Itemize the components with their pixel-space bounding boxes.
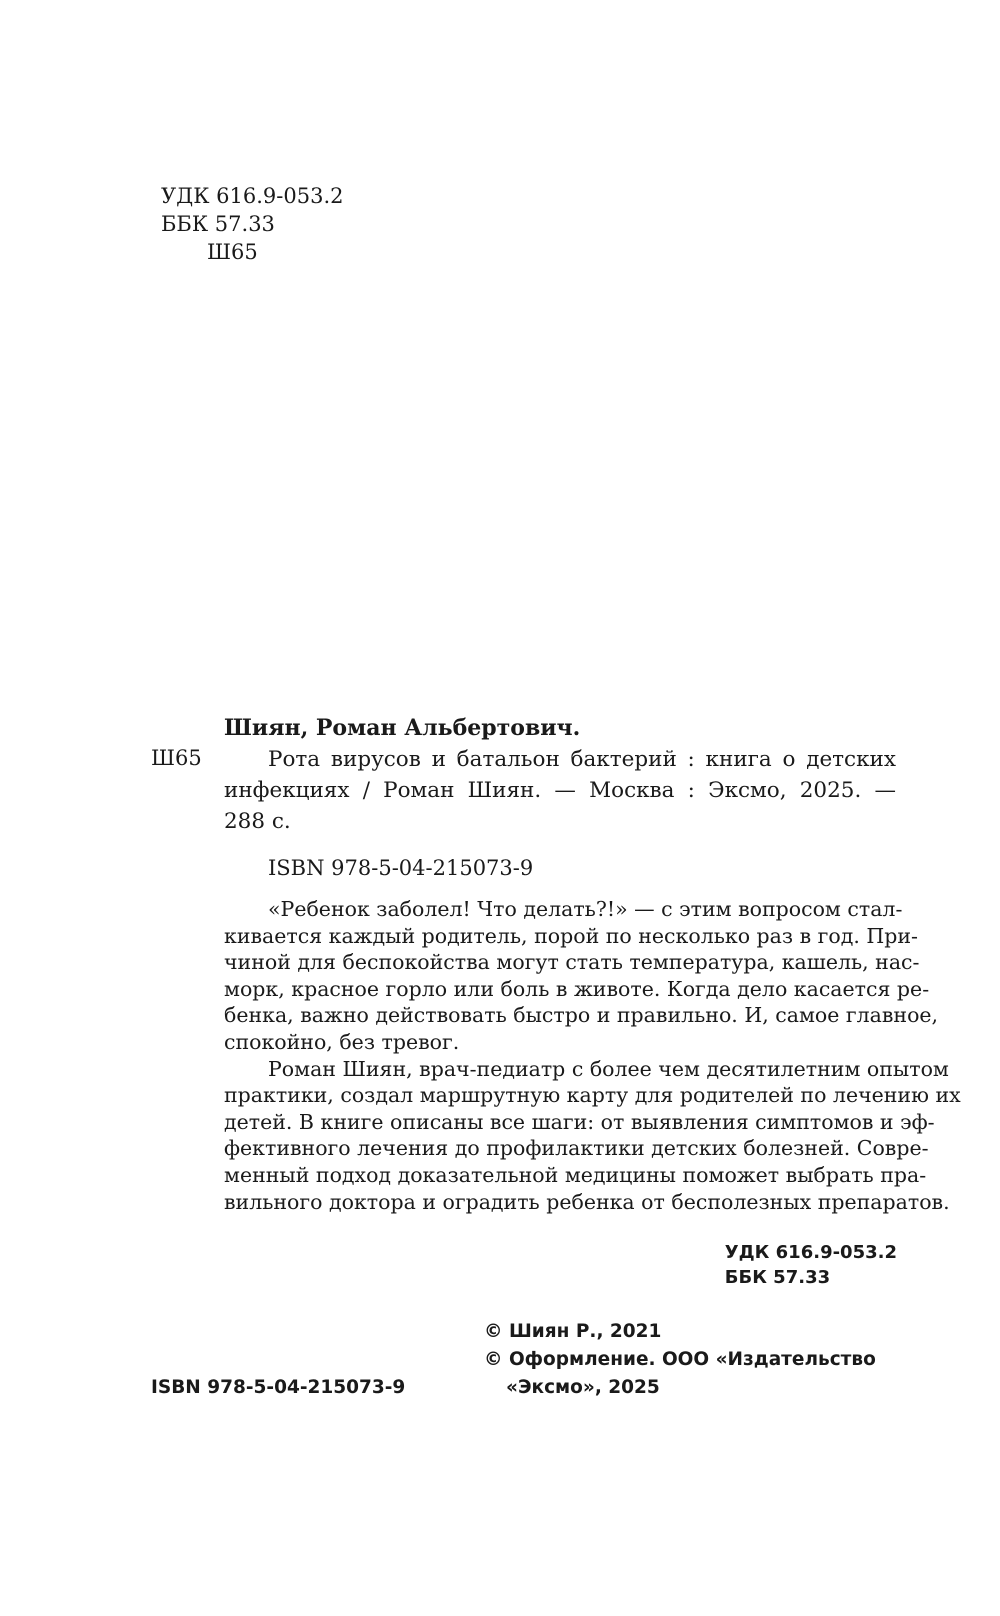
annotation-line: детей. В книге описаны все шаги: от выявления симптомов и эф- [224, 1109, 935, 1134]
annotation-line: вильного доктора и оградить ребенка от бесполезных препаратов. [224, 1189, 950, 1214]
bbk-code: ББК 57.33 [161, 212, 275, 236]
udk-code-bottom: УДК 616.9-053.2 [724, 1242, 897, 1263]
annotation-line: кивается каждый родитель, порой по несколько раз в год. При- [224, 923, 918, 948]
author-mark: Ш65 [151, 746, 202, 770]
title-line: Рота вирусов и батальон бактерий : книга о детских [268, 747, 896, 772]
annotation-line: менный подход доказательной медицины поможет выбрать пра- [224, 1162, 927, 1187]
annotation [224, 896, 961, 1215]
bottom-classification-codes [725, 1240, 897, 1290]
copyright-design-cont: «Эксмо», 2025 [506, 1377, 660, 1398]
annotation-line: Роман Шиян, врач-педиатр с более чем десятилетним опытом [268, 1056, 949, 1081]
annotation-line: «Ребенок заболел! Что делать?!» — с этим вопросом стал- [268, 897, 903, 921]
top-classification-codes [161, 182, 344, 238]
copyright-design: © Оформление. ООО «Издательство [484, 1349, 876, 1370]
annotation-line: морк, красное горло или боль в животе. Когда дело касается ре- [224, 976, 930, 1001]
annotation-line: спокойно, без тревог. [224, 1029, 460, 1054]
author-mark-top: Ш65 [207, 240, 258, 264]
annotation-line: практики, создал маршрутную карту для родителей по лечению их [224, 1083, 961, 1108]
bibliographic-description [224, 744, 896, 837]
bbk-code-bottom: ББК 57.33 [724, 1267, 831, 1288]
copyright-block [484, 1318, 876, 1402]
annotation-line: фективного лечения до профилактики детских болезней. Совре- [224, 1136, 929, 1161]
author-name: Шиян, Роман Альбертович. [224, 715, 581, 741]
udk-code: УДК 616.9-053.2 [161, 184, 344, 208]
annotation-line: чиной для беспокойства могут стать температура, кашель, нас- [224, 950, 920, 975]
annotation-line: бенка, важно действовать быстро и правильно. И, самое главное, [224, 1003, 939, 1028]
title-line: 288 с. [224, 809, 291, 834]
isbn-bottom: ISBN 978-5-04-215073-9 [151, 1377, 406, 1398]
isbn-main: ISBN 978-5-04-215073-9 [268, 856, 534, 880]
title-line: инфекциях / Роман Шиян. — Москва : Эксмо, 2025. — [224, 778, 896, 803]
copyright-author: © Шиян Р., 2021 [484, 1321, 662, 1342]
